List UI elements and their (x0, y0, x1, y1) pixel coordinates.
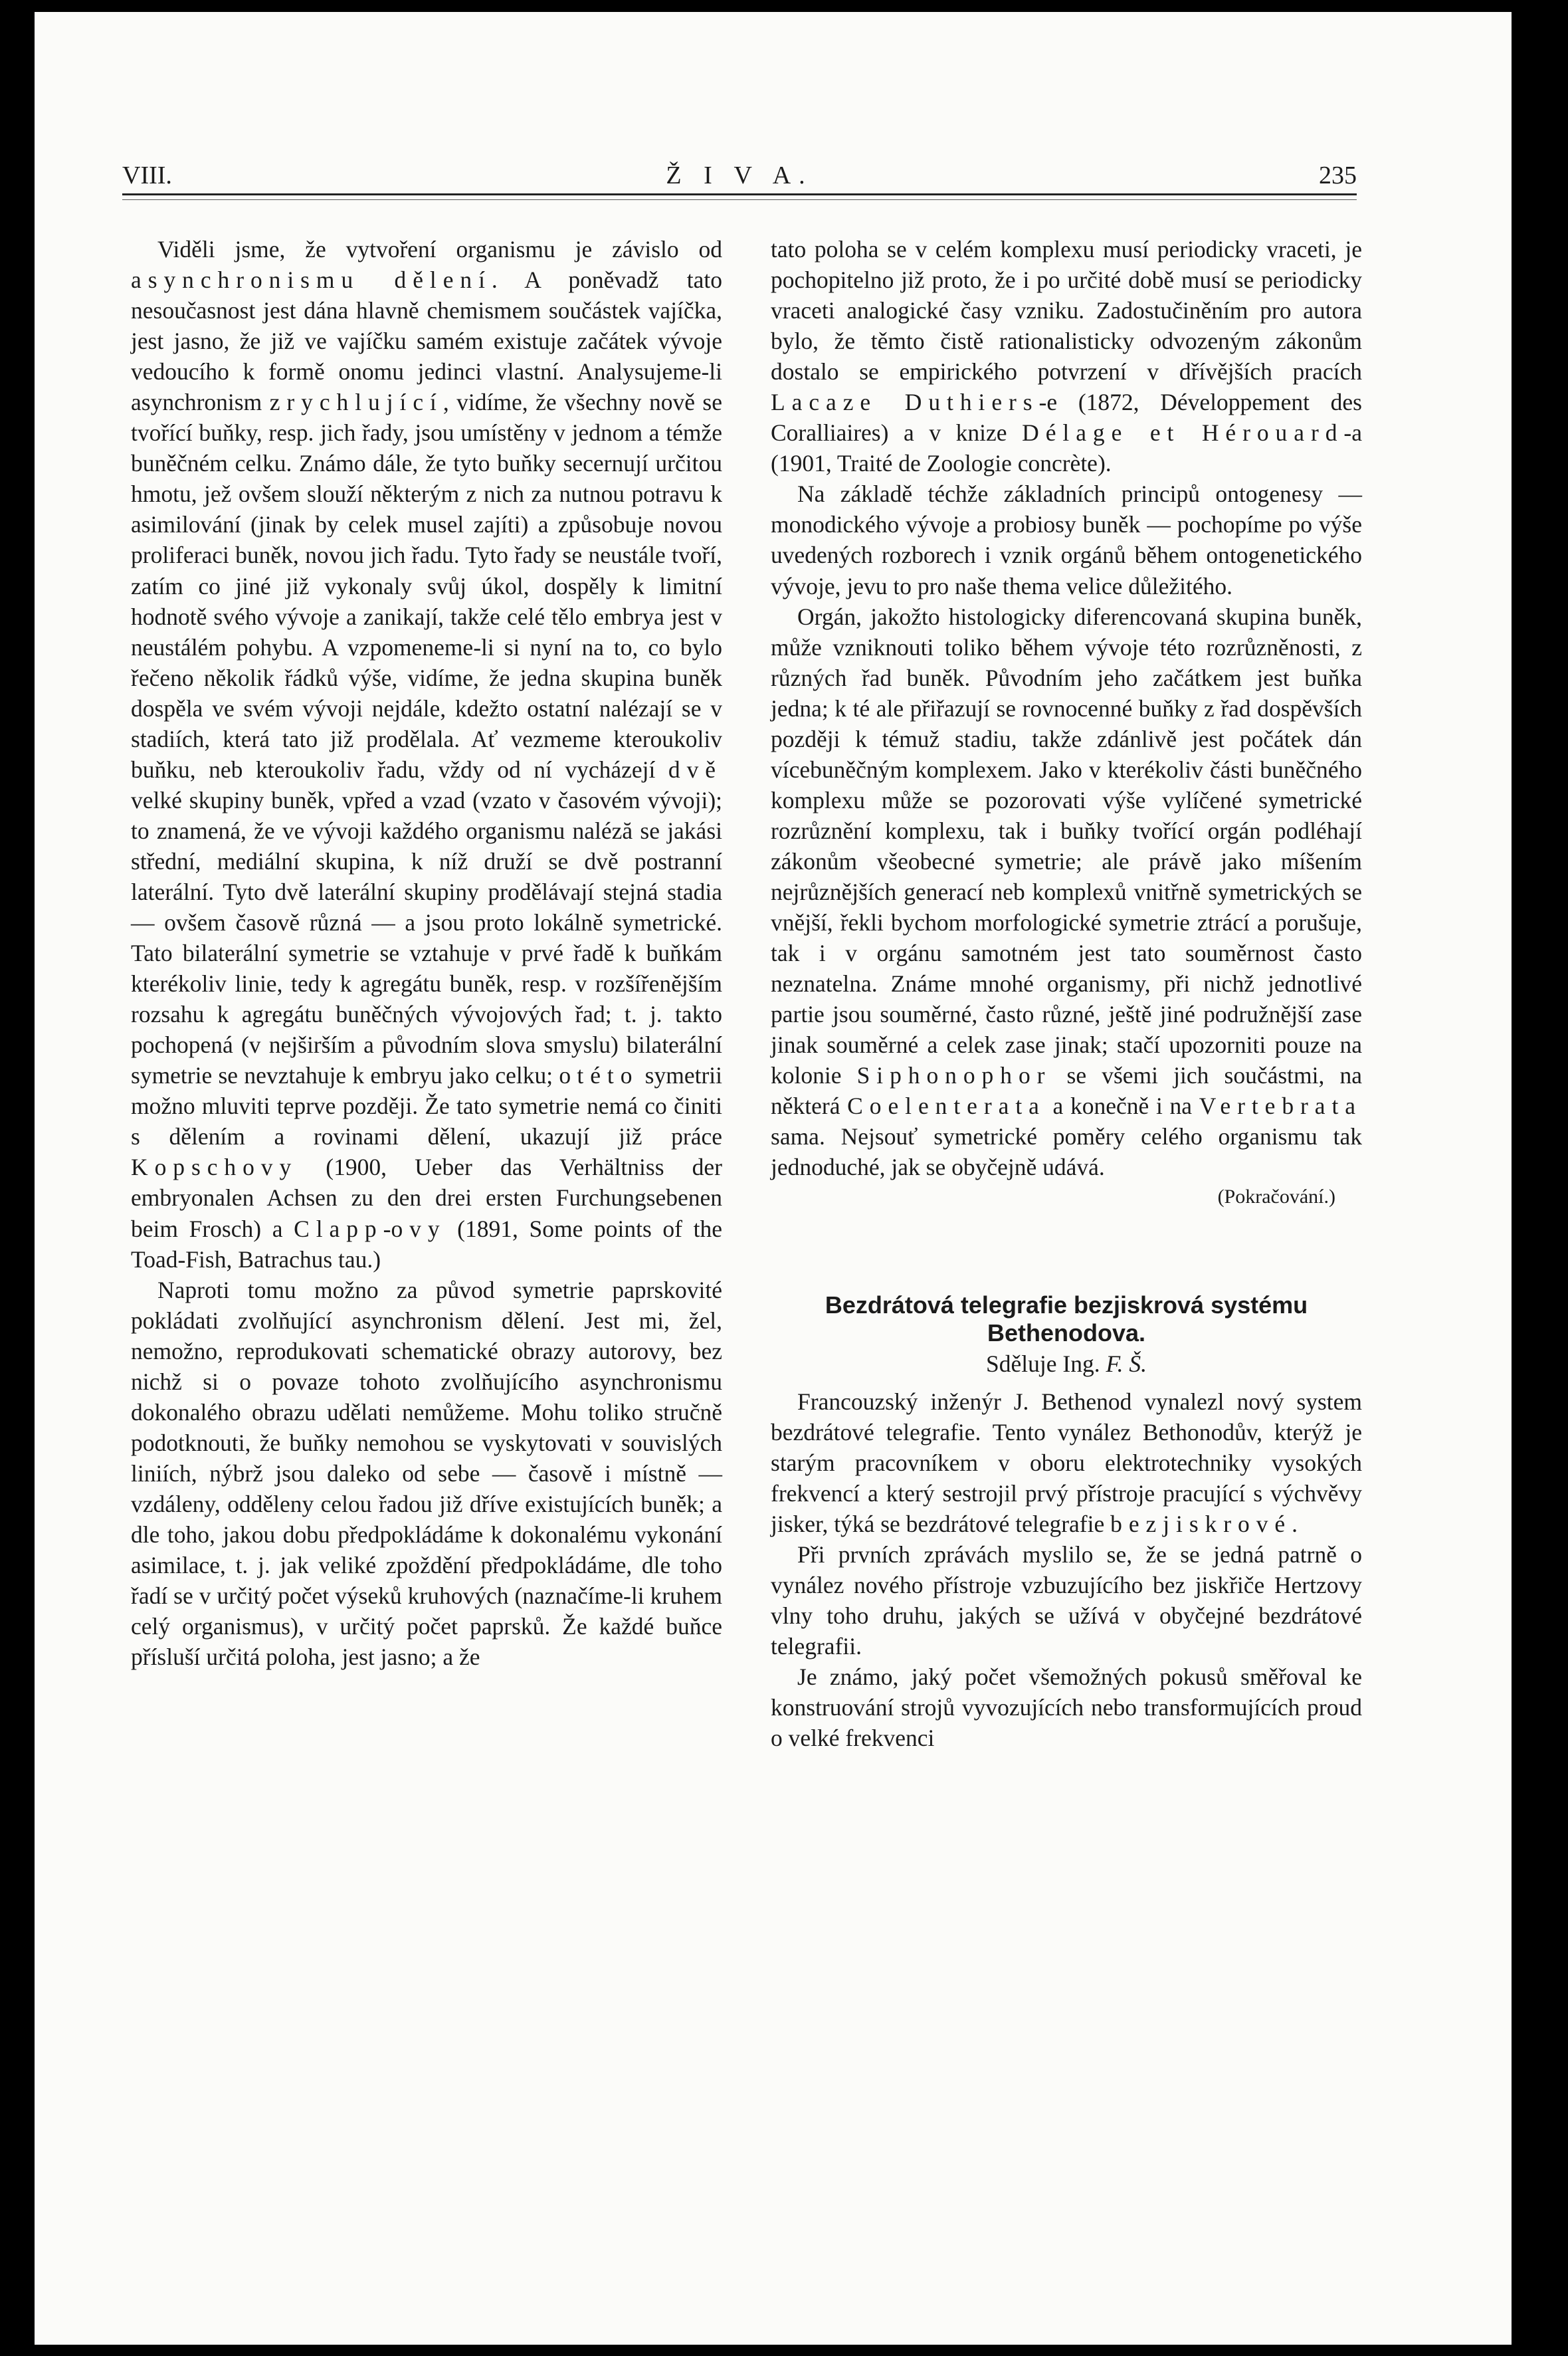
paragraph: Je známo, jaký počet všemožných pokusů směřoval ke konstruování strojů vyvozujících nebo transformujících proud o velké frekvenci (771, 1663, 1362, 1752)
spaced-emphasis: Clapp (294, 1215, 383, 1242)
byline-prefix: Sděluje Ing. (986, 1350, 1106, 1378)
spaced-emphasis: Lacaze Duthiers (771, 389, 1039, 416)
volume-number: VIII. (122, 161, 172, 189)
spaced-emphasis: ovy (391, 1215, 446, 1242)
paragraph (771, 601, 1362, 1183)
text-run: symetrii možno mluviti teprve později. Že tato symetrie nemá co činiti s dělením a rovinami dělení, ukazují již práce (131, 1062, 722, 1150)
spaced-emphasis: zrychlující (269, 389, 443, 416)
text-run: -e (1872, Développement des Coralliaires) a v knize (771, 389, 1362, 447)
text-run: -a (1901, Traité de Zoologie concrète). (771, 419, 1362, 477)
spaced-emphasis: Vertebrata (1199, 1093, 1362, 1120)
spaced-emphasis: Siphonophor (856, 1062, 1052, 1089)
article-byline (771, 1348, 1362, 1379)
text-run: (1900, Ueber das Verhältniss der embryonalen Achsen zu den drei ersten Furchungsebenen beim Frosch) a (131, 1154, 722, 1242)
continued-note: (Pokračování.) (1217, 1186, 1335, 1208)
paragraph (131, 234, 722, 1275)
text-run: - (383, 1215, 391, 1242)
text-run: Francouzský inženýr J. Bethenod vynalezl nový system bezdrátové telegrafie. Tento vynález Bethonodův, kterýž je starým pracovníkem v oboru elektrotechniky vysokých frekvencí a který sestrojil prvý přístroje pracující s výchvěvy jisker, týká se bezdrátové telegrafie (771, 1388, 1362, 1537)
spaced-emphasis: Coelenterata (847, 1093, 1046, 1120)
spaced-emphasis: bezjiskrové (1110, 1510, 1292, 1537)
running-header (122, 154, 1357, 194)
header-rule-thin (122, 199, 1357, 200)
text-run: , vidíme, že všechny nově se tvořící buňky, resp. jich řady, jsou umístěny v jednom a témže buněčném celku. Známo dále, že tyto buňky secernují určitou hmotu, jež ovšem slouží některým z nich za nutnou potravu k asimilování (jinak by celek musel zajíti) a způsobuje novou proliferaci buněk, novou jich řadu. Tyto řady se neustále tvoří, zatím co jiné již vykonaly svůj úkol, dospěly k limitní hodnotě svého vývoje a zanikají, takže celé tělo embrya jest v neustálém pohybu. A vzpomeneme-li si nyní na to, co bylo řečeno několik řádků výše, vidíme, že jedna skupina buněk dospěla ve svém vývoji nejdále, kdežto ostatní nalézají se v stadiích, která tato již prodělala. Ať vezmeme kteroukoliv buňku, neb kteroukoliv řadu, vždy od ní vycházejí (131, 389, 723, 783)
text-run: (1891, Some points of the Toad-Fish, Batrachus tau.) (131, 1215, 722, 1273)
text-run: a konečně i na (1045, 1093, 1199, 1120)
paragraph: Při prvních zprávách myslilo se, že se jedná patrně o vynález nového přístroje vzbuzujícího bez jiskřiče Hertzovy vlny toho druhu, jakých se užívá v obyčejné bezdrátové telegrafii. (771, 1541, 1362, 1660)
text-run: velké skupiny buněk, vpřed a vzad (vzato v časovém vývoji); to znamená, že ve vývoji každého organismu naléză se jakási střední, mediální skupina, k níž druží se dvě postranní laterální. Tyto dvě laterální skupiny prodělávají stejná stadia — ovšem časově různá — a jsou proto lokálně symetrické. Tato bilaterální symetrie se vztahuje v prvé řadě k buňkám kterékoliv linie, tedy k agregátu buněk, resp. v rozšířenějším rozsahu k agregátu buněčných vývojových řad; t. j. takto pochopená (v nejširším a původním slova smyslu) bilaterální symetrie se nevztahuje k embryu jako celku; o (131, 786, 722, 1089)
spaced-emphasis: asynchronismu dělení (131, 267, 492, 294)
spaced-emphasis: Délage et Hérouard (1022, 419, 1344, 447)
text-run: sama. Nejsouť symetrické poměry celého organismu tak jednoduché, jak se obyčejně udává. (771, 1123, 1362, 1181)
text-run: Orgán, jakožto histologicky diferencovaná skupina buněk, může vzniknouti toliko během vývoje této rozrůzněnosti, z různých řad buněk. Původním jeho začátkem jest buňka jedna; k té ale přiřazují se rovnocenné buňky z řad dospěvších později k témuž stadiu, takže zdánlivě jest počátek dán vícebuněčným komplexem. Jako v kterékoliv části buněčného komplexu může se pozorovati výše vylíčené symetrické rozrůznění komplexu, tak i buňky tvořící orgán podléhají zákonům všeobecné symetrie; ale právě jako míšením nejrůznějších generací neb komplexů vnitřně symetrických se vnější, řekli bychom morfologické symetrie ztrácí a porušuje, tak i v orgánu samotném jest tato souměrnost často neznatelna. Známe mnohé organismy, při nichž jednotlivé partie jsou souměrné, často různé, ještě jiné podružnější zase jinak souměrné a celek zase jinak; stačí upozorniti pouze na kolonie (771, 603, 1362, 1089)
paragraph: Na základě téchže základních principů ontogenesy — monodického vývoje a probiosy buněk — pochopíme po výše uvedených rozborech i vznik orgánů během ontogenetického vývoje, jevu to pro naše thema velice důležitého. (771, 481, 1362, 599)
spaced-emphasis: dvě (668, 756, 722, 783)
spaced-emphasis: této (577, 1062, 639, 1089)
paragraph: Naproti tomu možno za původ symetrie paprskovité pokládati zvolňující asynchronism dělení. Jest mi, žel, nemožno, reprodukovati schematické obrazy autorovy, bez nichž si o povaze tohoto zvolňujícího asynchronismu dokonalého obrazu udělati nemůžeme. Mohu toliko stručně podotknouti, že buňky nemohou se vyskytovati v souvislých liniích, nýbrž jsou daleko od sebe — časově i místně — vzdáleny, odděleny celou řadou již dříve existujících buněk; a dle toho, jakou dobu předpokládáme k dokonalému vykonání asimilace, t. j. jak veliké zpoždění předpokládáme, dle toho řadí se v určitý počet výseků kruhových (naznačíme-li kruhem celý organismus), v určitý počet paprsků. Že každé buňce přísluší určitá poloha, jest jasno; a že (131, 1276, 722, 1671)
journal-title: Ž I V A. (666, 161, 813, 189)
page-number: 235 (1319, 161, 1357, 189)
left-column (131, 234, 722, 2201)
section-gap (771, 1212, 1362, 1291)
text-run: . (1292, 1510, 1298, 1537)
right-column (771, 234, 1362, 2201)
byline-initials: F. Š. (1106, 1350, 1147, 1378)
text-run: tato poloha se v celém komplexu musí periodicky vraceti, je pochopitelno již proto, že i po určité době musí se periodicky vraceti analogické časy vzniku. Zadostučiněním pro autora bylo, že těmto čistě rationalisticky odvozeným zákonům dostalo se empirického potvrzení v dřívějších pracích (771, 236, 1362, 385)
paragraph (771, 234, 1362, 479)
text-run: Viděli jsme, že vytvoření organismu je závislo od (157, 236, 722, 263)
article-title: Bezdrátová telegrafie bezjiskrová systému Bethenodova. (825, 1291, 1308, 1347)
spaced-emphasis: Kopschovy (131, 1154, 298, 1181)
text-run: se všemi jich součástmi, na některá (771, 1062, 1363, 1120)
header-rule-thick (122, 193, 1357, 195)
paragraph (771, 1386, 1362, 1539)
text-run: . A poněvadž tato nesoučasnost jest dána hlavně chemismem součástek vajíčka, jest jasno, že již ve vajíčku samém existuje začátek vývoje vedoucího k formě onomu jedinci vlastní. Analysujeme-li asynchronism (131, 267, 722, 416)
